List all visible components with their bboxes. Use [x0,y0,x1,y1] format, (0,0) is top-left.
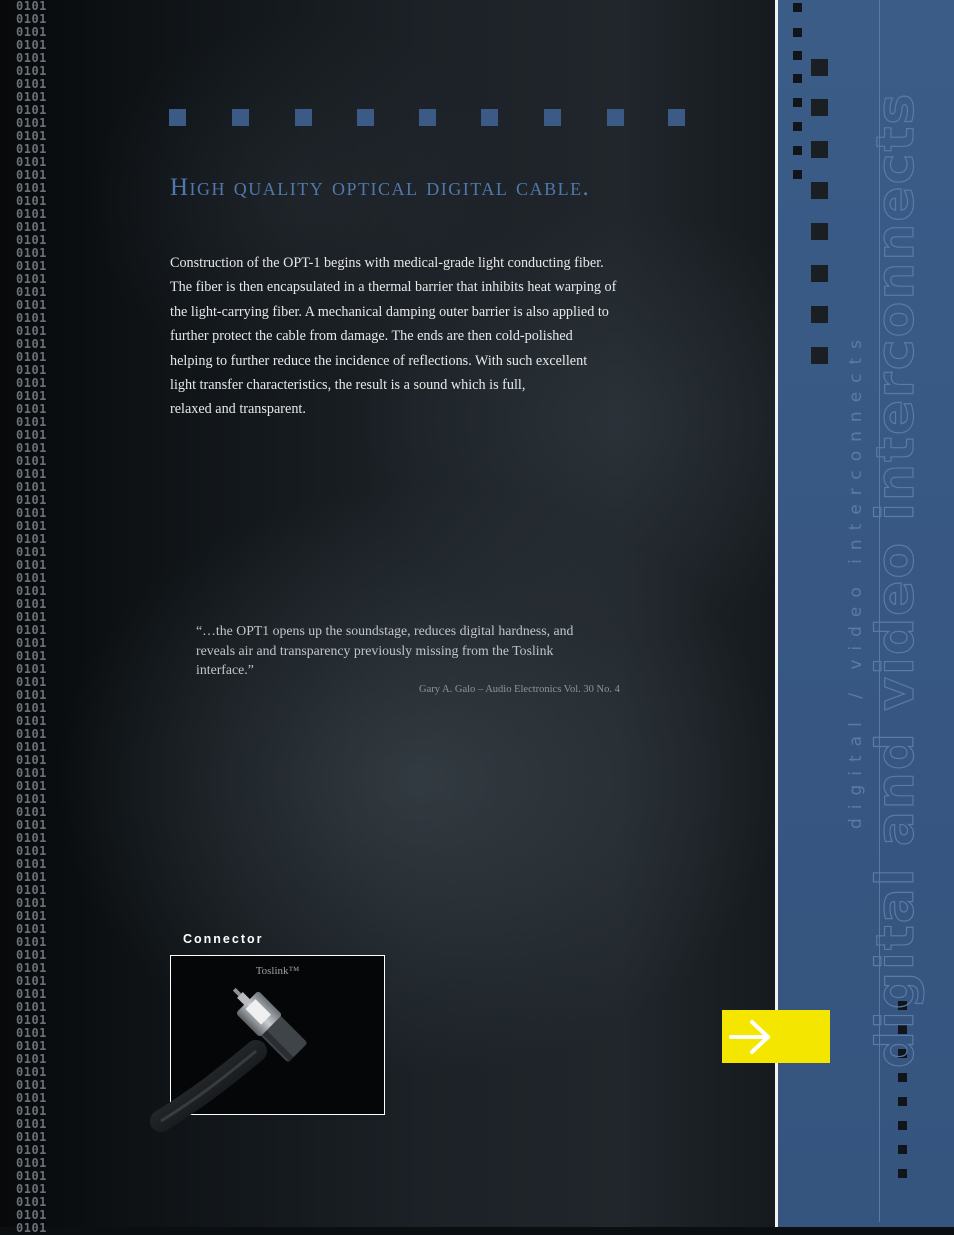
sidebar-square [811,141,828,158]
decorative-square [232,109,249,126]
body-line: relaxed and transparent. [170,401,306,418]
sidebar-square [793,122,802,131]
quote-attribution: Gary A. Galo – Audio Electronics Vol. 30 No. 4 [419,684,620,695]
sidebar-square [898,1121,907,1130]
decorative-square [419,109,436,126]
review-quote [196,621,666,680]
decorative-square [169,109,186,126]
sidebar-square [811,347,828,364]
sidebar-square [898,1169,907,1178]
sidebar-square [793,3,802,12]
sidebar-vertical-subtitle: digital / video interconnects [846,330,866,830]
body-line: Construction of the OPT-1 begins with medical-grade light conducting fiber. [170,255,604,271]
sidebar-square [898,1097,907,1106]
toslink-connector-image [171,956,384,1114]
sidebar-square [898,1073,907,1082]
connector-image-frame [170,955,385,1115]
sidebar-square [811,59,828,76]
decorative-square [357,109,374,126]
decorative-squares-row [169,109,689,127]
next-page-button[interactable] [722,1010,830,1063]
page-title: High quality optical digital cable. [170,174,591,201]
body-line: further protect the cable from damage. The ends are then cold-polished [170,328,573,345]
sidebar-square [898,1145,907,1154]
sidebar-square [793,74,802,83]
body-paragraph [170,251,690,422]
arrow-right-icon [728,1018,774,1056]
decorative-square [481,109,498,126]
sidebar-square [811,306,828,323]
sidebar-square [793,98,802,107]
sidebar-vertical-title: digital and video interconnects [866,91,926,1069]
binary-pattern-column: 0101 0101 0101 0101 0101 0101 0101 0101 0101 0101 0101 0101 0101 0101 0101 0101 0101 0101 0101 0101 0101 0101 0101 0101 0101 0101 0101 0101 0101 0101 0101 0101 0101 0101 0101 0101 0101 0101 0101 0101 0101 0101 0101 0101 0101 0101 0101 0101 0101 0101 0101 0101 0101 0101 0101 0101 0101 0101 0101 0101 0101 0101 0101 0101 0101 0101 0101 0101 0101 0101 0101 0101 0101 0101 0101 0101 0101 0101 0101 0101 0101 0101 0101 0101 0101 0101 0101 0101 0101 0101 0101 0101 0101 0101 0101 [16,0,47,1235]
sidebar-square [811,182,828,199]
body-line: light transfer characteristics, the result is a sound which is full, [170,377,526,394]
sidebar-square [793,51,802,60]
connector-caption: Toslink™ [255,965,300,977]
sidebar-square [811,223,828,240]
quote-line: interface.” [196,662,254,678]
body-line: the light-carrying fiber. A mechanical damping outer barrier is also applied to [170,303,609,320]
sidebar-square [811,265,828,282]
decorative-square [544,109,561,126]
body-line: The fiber is then encapsulated in a thermal barrier that inhibits heat warping of [170,279,617,296]
quote-line: reveals air and transparency previously missing from the Toslink [196,642,554,658]
sidebar-square [793,170,802,179]
decorative-square [607,109,624,126]
connector-heading: Connector [183,932,264,946]
body-line: helping to further reduce the incidence of reflections. With such excellent [170,352,588,369]
binary-strip [0,0,60,1235]
decorative-square [295,109,312,126]
sidebar-square [793,146,802,155]
quote-line: “…the OPT1 opens up the soundstage, reduces digital hardness, and [196,623,574,638]
sidebar-square [811,99,828,116]
sidebar-square [793,28,802,37]
decorative-square [668,109,685,126]
